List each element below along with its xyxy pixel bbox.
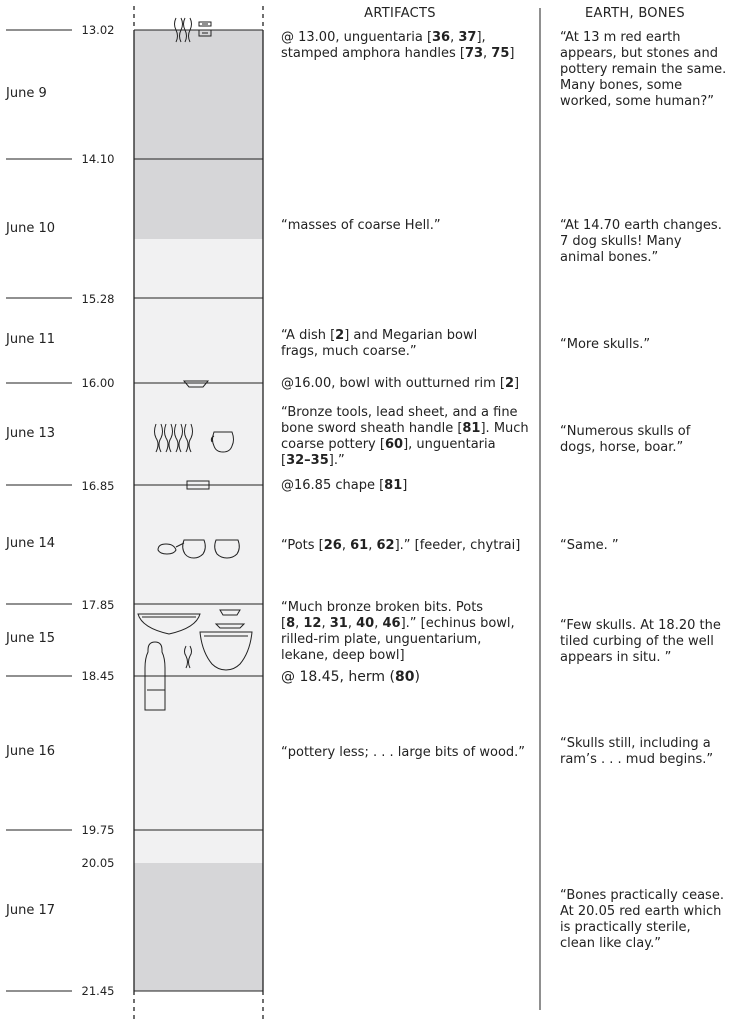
entry-line: “A dish [2] and Megarian bowl <box>281 328 478 343</box>
entry-line: “Much bronze broken bits. Pots <box>281 600 484 615</box>
artifact-entry <box>281 405 529 469</box>
depth-label: 16.00 <box>81 376 115 390</box>
entry-line: @16.00, bowl with outturned rim [2] <box>281 376 520 391</box>
entry-line: 7 dog skulls! Many <box>560 234 682 249</box>
earth-entry <box>560 424 690 456</box>
entry-line: @ 18.45, herm (80) <box>281 669 420 685</box>
depth-label: 17.85 <box>81 598 115 612</box>
earth-entry <box>560 538 619 554</box>
entry-line: bone sword sheath handle [81]. Much <box>281 421 529 436</box>
layer-grey <box>134 239 263 863</box>
entry-line: “More skulls.” <box>560 337 651 352</box>
artifact-entry <box>281 30 514 62</box>
entry-line: “Bones practically cease. <box>560 888 724 903</box>
entry-line: Many bones, some <box>560 78 683 93</box>
entry-line: lekane, deep bowl] <box>281 648 405 663</box>
earth-entry <box>560 618 721 666</box>
entry-line: @16.85 chape [81] <box>281 478 408 493</box>
earth-bones-header: EARTH, BONES <box>585 6 685 21</box>
entry-line: dogs, horse, boar.” <box>560 440 684 455</box>
day-label: June 15 <box>6 631 55 646</box>
entry-line: “At 14.70 earth changes. <box>560 218 722 233</box>
entry-line: pottery remain the same. <box>560 62 727 77</box>
entry-line: worked, some human?” <box>560 94 715 109</box>
artifact-entry <box>281 478 407 494</box>
entry-line: appears, but stones and <box>560 46 718 61</box>
entry-line: [8, 12, 31, 40, 46].” [echinus bowl, <box>281 616 515 631</box>
depth-label: 13.02 <box>81 23 115 37</box>
day-label: June 11 <box>6 332 55 347</box>
entry-line: “Pots [26, 61, 62].” [feeder, chytrai] <box>281 538 521 553</box>
entry-line: rilled-rim plate, unguentarium, <box>281 632 482 647</box>
artifact-entry <box>281 376 519 392</box>
depth-label: 16.85 <box>81 479 115 493</box>
artifact-entry <box>281 600 515 664</box>
entry-line: “masses of coarse Hell.” <box>281 218 441 233</box>
day-label: June 16 <box>6 744 55 759</box>
entry-line: clean like clay.” <box>560 936 661 951</box>
entry-line: “Bronze tools, lead sheet, and a fine <box>281 405 518 420</box>
entry-line: ram’s . . . mud begins.” <box>560 752 714 767</box>
day-label: June 14 <box>6 536 55 551</box>
earth-entry <box>560 888 724 952</box>
earth-entry <box>560 30 726 110</box>
day-label: June 17 <box>6 903 55 918</box>
earth-entry <box>560 218 722 266</box>
artifact-entry <box>281 669 420 685</box>
artifact-entry <box>281 745 525 761</box>
depth-label: 18.45 <box>81 669 115 683</box>
day-label: June 10 <box>6 221 55 236</box>
entry-line: tiled curbing of the well <box>560 634 714 649</box>
entry-line: “Skulls still, including a <box>560 736 711 751</box>
artifact-entry <box>281 328 477 360</box>
entry-line: stamped amphora handles [73, 75] <box>281 46 515 61</box>
entry-line: “pottery less; . . . large bits of wood.” <box>281 745 526 760</box>
entry-line: At 20.05 red earth which <box>560 904 722 919</box>
entry-line: coarse pottery [60], unguentaria <box>281 437 496 452</box>
depth-label: 19.75 <box>81 823 115 837</box>
entry-line: “Same. ” <box>560 538 619 553</box>
entry-line: “At 13 m red earth <box>560 30 681 45</box>
entry-line: [32–35].” <box>281 453 345 468</box>
depth-label: 15.28 <box>81 292 115 306</box>
layer-red-earth-upper <box>134 30 263 239</box>
earth-entry <box>560 337 650 353</box>
depth-label: 20.05 <box>81 856 115 870</box>
day-label: June 9 <box>6 86 47 101</box>
entry-line: is practically sterile, <box>560 920 691 935</box>
entry-line: frags, much coarse.” <box>281 344 417 359</box>
entry-line: “Numerous skulls of <box>560 424 691 439</box>
earth-entry <box>560 736 713 768</box>
day-label: June 13 <box>6 426 55 441</box>
artifacts-header: ARTIFACTS <box>364 6 436 21</box>
entry-line: appears in situ. ” <box>560 650 672 665</box>
depth-label: 14.10 <box>81 152 115 166</box>
entry-line: “Few skulls. At 18.20 the <box>560 618 721 633</box>
depth-label: 21.45 <box>81 984 115 998</box>
entry-line: animal bones.” <box>560 250 659 265</box>
artifact-entry <box>281 538 520 554</box>
layer-red-earth-lower <box>134 863 263 991</box>
entry-line: @ 13.00, unguentaria [36, 37], <box>281 30 486 45</box>
artifact-entry <box>281 218 441 234</box>
